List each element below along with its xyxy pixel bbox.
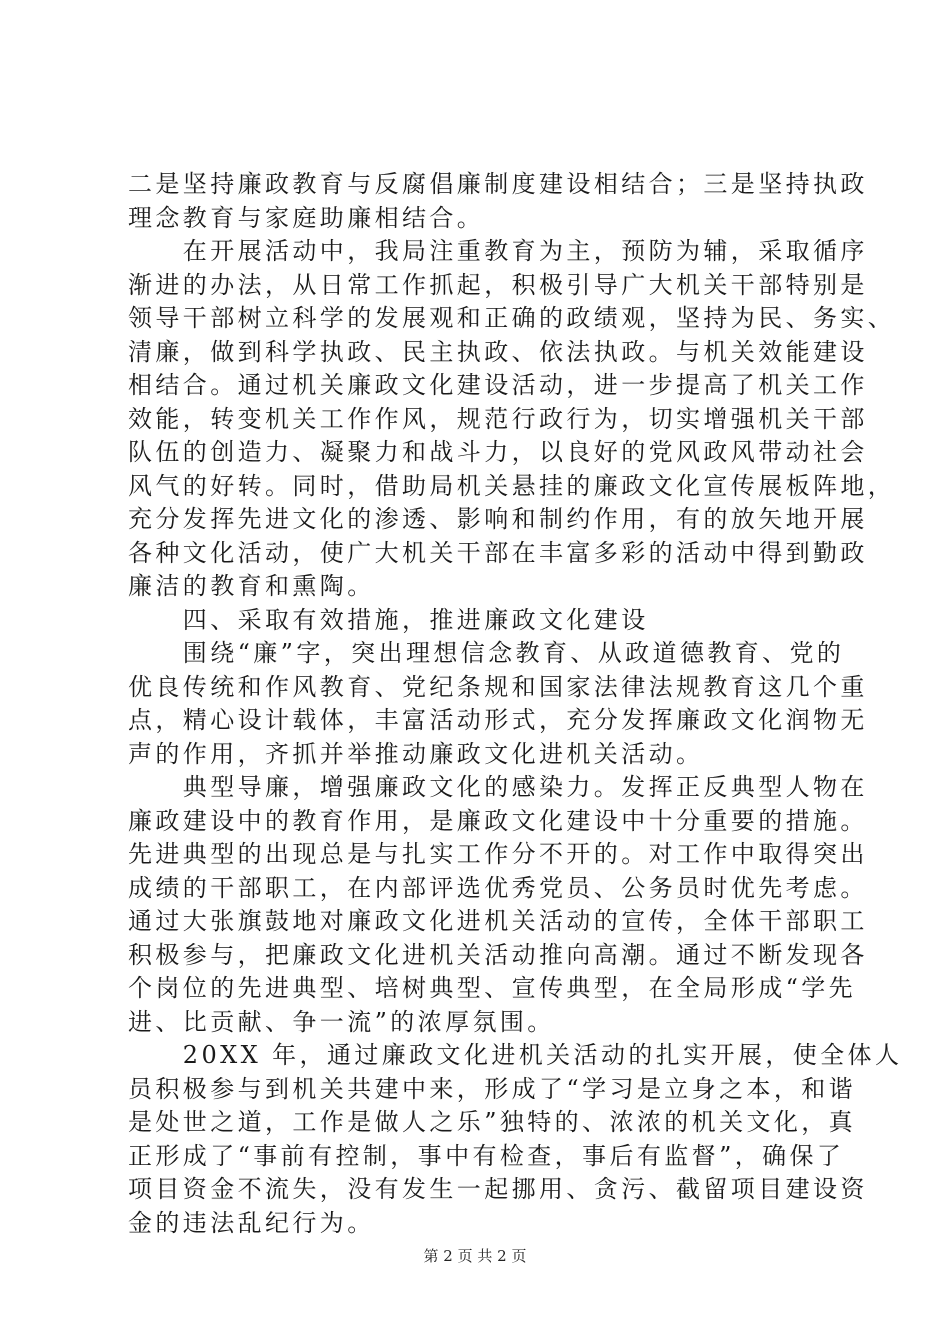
text-line: 在开展活动中，我局注重教育为主，预防为辅，采取循序: [128, 237, 868, 265]
text-line: 通过大张旗鼓地对廉政文化进机关活动的宣传，全体干部职工: [128, 907, 868, 935]
text-line: 成绩的干部职工，在内部评选优秀党员、公务员时优先考虑。: [128, 873, 868, 902]
text-line: 正形成了“事前有控制，事中有检查，事后有监督”，确保了: [128, 1141, 845, 1170]
text-line: 点，精心设计载体，丰富活动形式，充分发挥廉政文化润物无: [128, 706, 868, 734]
text-line: 理念教育与家庭助廉相结合。: [128, 203, 485, 232]
text-line: 二是坚持廉政教育与反腐倡廉制度建设相结合；三是坚持执政: [128, 170, 868, 198]
text-line: 声的作用，齐抓并举推动廉政文化进机关活动。: [128, 739, 704, 768]
text-line: 先进典型的出现总是与扎实工作分不开的。对工作中取得突出: [128, 840, 868, 868]
text-line: 风气的好转。同时，借助局机关悬挂的廉政文化宣传展板阵地，: [128, 471, 896, 500]
text-line: 进、比贡献、争一流”的浓厚氛围。: [128, 1007, 555, 1036]
text-line: 是处世之道，工作是做人之乐”独特的、浓浓的机关文化，真: [128, 1108, 857, 1136]
text-line: 员积极参与到机关共建中来，形成了“学习是立身之本，和谐: [128, 1074, 857, 1103]
section-heading: 四、采取有效措施，推进廉政文化建设: [128, 605, 649, 634]
text-line: 清廉，做到科学执政、民主执政、依法执政。与机关效能建设: [128, 337, 868, 366]
text-line: 积极参与，把廉政文化进机关活动推向高潮。通过不断发现各: [128, 940, 868, 969]
text-line: 金的违法乱纪行为。: [128, 1208, 375, 1237]
text-line: 效能，转变机关工作作风，规范行政行为，切实增强机关干部: [128, 404, 868, 433]
text-line: 各种文化活动，使广大机关干部在丰富多彩的活动中得到勤政: [128, 538, 868, 567]
text-line: 围绕“廉”字，突出理想信念教育、从政道德教育、党的: [128, 639, 845, 667]
text-line: 20XX 年，通过廉政文化进机关活动的扎实开展，使全体人: [128, 1041, 903, 1069]
text-line: 项目资金不流失，没有发生一起挪用、贪污、截留项目建设资: [128, 1175, 868, 1203]
text-line: 队伍的创造力、凝聚力和战斗力，以良好的党风政风带动社会: [128, 438, 868, 466]
text-line: 典型导廉，增强廉政文化的感染力。发挥正反典型人物在: [128, 773, 868, 801]
text-line: 相结合。通过机关廉政文化建设活动，进一步提高了机关工作: [128, 371, 868, 399]
page-number-label: 第 2 页 共 2 页: [423, 1247, 527, 1265]
text-line: 充分发挥先进文化的渗透、影响和制约作用，有的放矢地开展: [128, 505, 868, 533]
document-body: [128, 168, 903, 1240]
text-line: 个岗位的先进典型、培树典型、宣传典型，在全局形成“学先: [128, 974, 857, 1002]
text-line: 渐进的办法，从日常工作抓起，积极引导广大机关干部特别是: [128, 270, 868, 299]
text-line: 廉政建设中的教育作用，是廉政文化建设中十分重要的措施。: [128, 806, 868, 835]
text-line: 领导干部树立科学的发展观和正确的政绩观，坚持为民、务实、: [128, 304, 896, 332]
text-line: 廉洁的教育和熏陶。: [128, 572, 375, 600]
text-line: 优良传统和作风教育、党纪条规和国家法律法规教育这几个重: [128, 672, 868, 701]
page-footer: [0, 1246, 950, 1266]
